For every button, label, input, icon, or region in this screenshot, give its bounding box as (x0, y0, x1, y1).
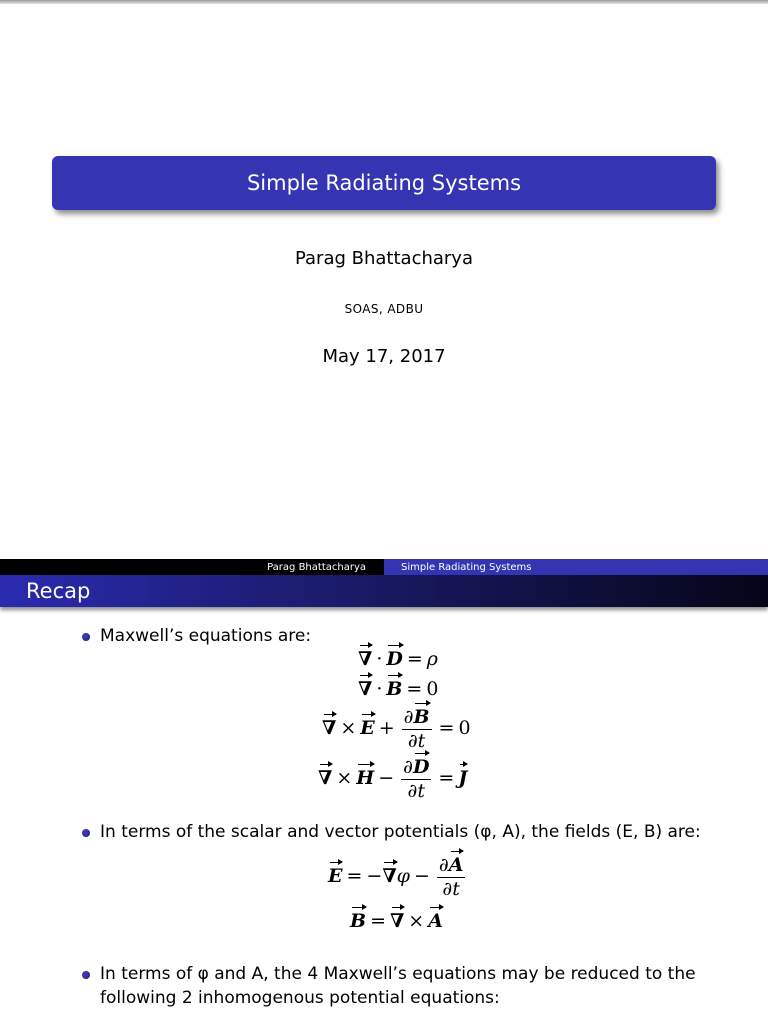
bullet-text: In terms of φ and A, the 4 Maxwell’s equations may be reduced to the following 2 inhomogenous potential equations: (100, 964, 696, 1008)
bullet-maxwell (82, 624, 311, 648)
bullet-reduced (82, 962, 702, 1010)
institute: SOAS, ADBU (344, 302, 424, 316)
equation-faraday: ∇ × E + $\frac{\partial B}{\partial t}$ = 0 (322, 706, 471, 752)
bullet-text: Maxwell’s equations are: (100, 626, 312, 646)
footline (0, 559, 768, 575)
equation-ampere: ∇ × H − $\frac{\partial D}{\partial t}$ = J (318, 756, 468, 802)
bullet-icon (82, 971, 90, 979)
equation-gauss-b: ∇ · B = 0 (358, 678, 439, 700)
top-border (0, 0, 768, 4)
equation-gauss-d: ∇ · D = ρ (358, 648, 438, 670)
presentation-date: May 17, 2017 (322, 346, 446, 367)
frame-title: Recap (26, 579, 91, 603)
presentation-title: Simple Radiating Systems (246, 171, 522, 195)
footline-author: Parag Bhattacharya (0, 559, 384, 575)
footline-title: Simple Radiating Systems (384, 559, 768, 575)
author-name: Parag Bhattacharya (294, 248, 473, 269)
title-box (52, 156, 716, 210)
bullet-text: In terms of the scalar and vector potentials (φ, A), the fields (E, B) are: (100, 822, 701, 842)
bullet-icon (82, 633, 90, 641)
bullet-potentials (82, 820, 722, 844)
equation-b-field: B = ∇ × A (350, 910, 443, 932)
bullet-icon (82, 829, 90, 837)
frame-title-bar (0, 575, 768, 607)
equation-e-field: E = −∇φ − $\frac{\partial A}{\partial t}$ (328, 854, 464, 900)
